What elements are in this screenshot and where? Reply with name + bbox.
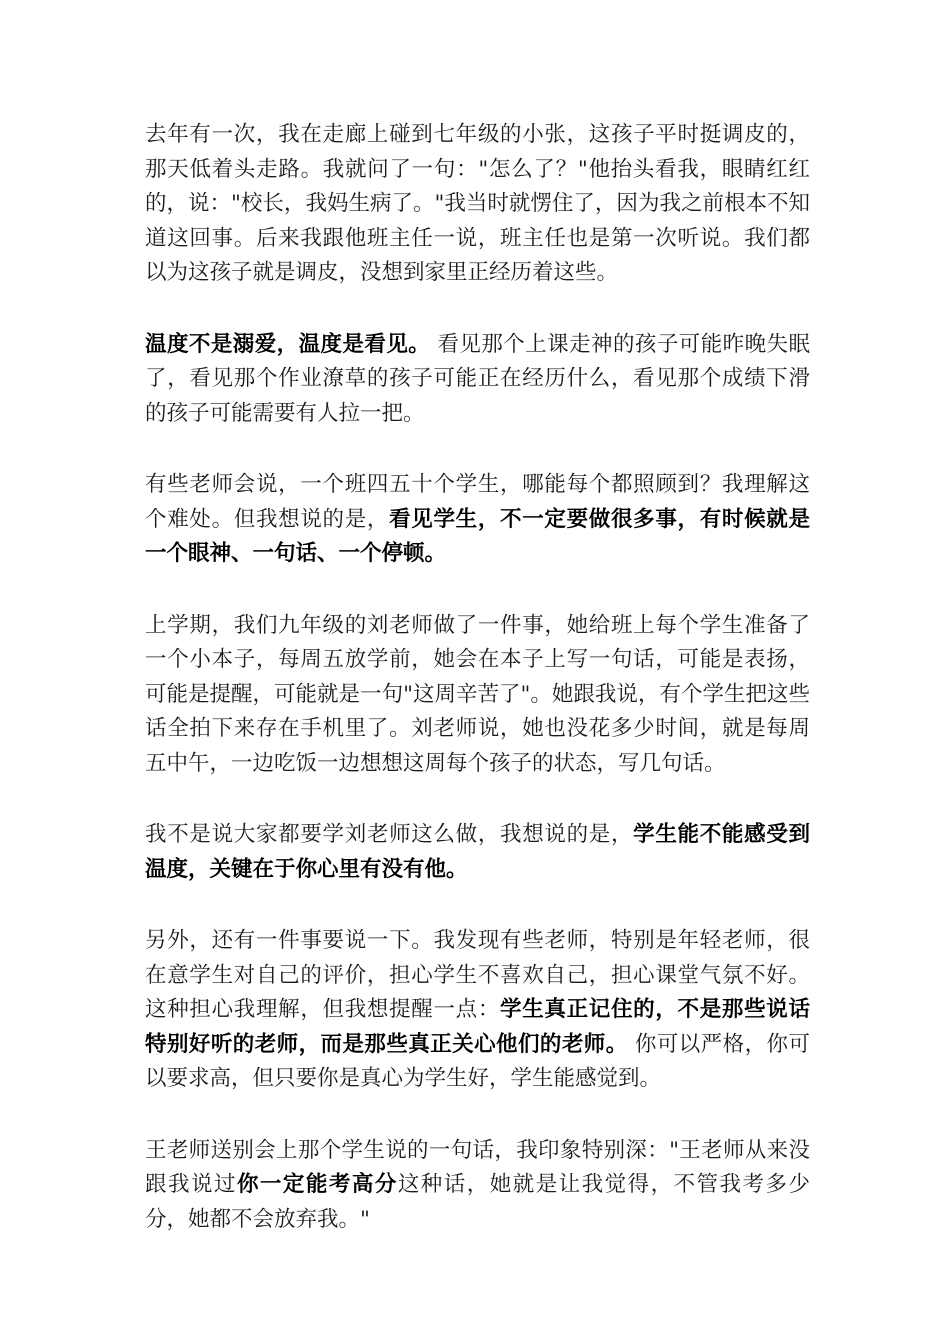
paragraph-4 — [145, 609, 810, 782]
emphasis-text: 你一定能考高分 — [236, 1172, 398, 1197]
paragraph-text: 这种话，她就是让我觉得，不管我考多少分，她都不会放弃我。" — [145, 1172, 810, 1232]
paragraph-text: 另外，还有一件事要说一下。我发现有些老师，特别是年轻老师，很在意学生对自己的评价，担心学生不喜欢自己，担心课堂气氛不好。这种担心我理解，但我想提醒一点： — [145, 928, 810, 1022]
paragraph-text: 有些老师会说，一个班四五十个学生，哪能每个都照顾到？我理解这个难处。但我想说的是， — [145, 472, 810, 532]
emphasis-text: 学生能不能感受到温度，关键在于你心里有没有他。 — [145, 822, 810, 882]
emphasis-text: 学生真正记住的，不是那些说话特别好听的老师，而是那些真正关心他们的老师。 — [145, 997, 810, 1057]
paragraph-text: 我不是说大家都要学刘老师这么做，我想说的是， — [145, 822, 634, 847]
paragraph-3 — [145, 468, 810, 572]
paragraph-text: 上学期，我们九年级的刘老师做了一件事，她给班上每个学生准备了一个小本子，每周五放学前，她会在本子上写一句话，可能是表扬，可能是提醒，可能就是一句"这周辛苦了"。她跟我说，有个学生把这些话全拍下来存在手机里了。刘老师说，她也没花多少时间，就是每周五中午，一边吃饭一边想想这周每个孩子的状态，写几句话。 — [145, 612, 810, 776]
paragraph-1 — [145, 118, 810, 291]
paragraph-5 — [145, 818, 810, 887]
paragraph-2 — [145, 328, 810, 432]
emphasis-text: 温度不是溺爱，温度是看见。 — [145, 331, 431, 357]
emphasis-text: 看见学生，不一定要做很多事，有时候就是一个眼神、一句话、一个停顿。 — [145, 506, 810, 566]
paragraph-6 — [145, 924, 810, 1097]
paragraph-text: 你可以严格，你可以要求高，但只要你是真心为学生好，学生能感觉到。 — [145, 1031, 810, 1091]
paragraph-7 — [145, 1134, 810, 1238]
paragraph-text: 看见那个上课走神的孩子可能昨晚失眠了，看见那个作业潦草的孩子可能正在经历什么，看见那个成绩下滑的孩子可能需要有人拉一把。 — [145, 331, 810, 426]
paragraph-text: 去年有一次，我在走廊上碰到七年级的小张，这孩子平时挺调皮的，那天低着头走路。我就问了一句："怎么了？"他抬头看我，眼睛红红的，说："校长，我妈生病了。"我当时就愣住了，因为我之前根本不知道这回事。后来我跟他班主任一说，班主任也是第一次听说。我们都以为这孩子就是调皮，没想到家里正经历着这些。 — [145, 122, 810, 285]
paragraph-text: 王老师送别会上那个学生说的一句话，我印象特别深："王老师从来没跟我说过 — [145, 1137, 810, 1197]
document-body — [145, 118, 810, 1237]
